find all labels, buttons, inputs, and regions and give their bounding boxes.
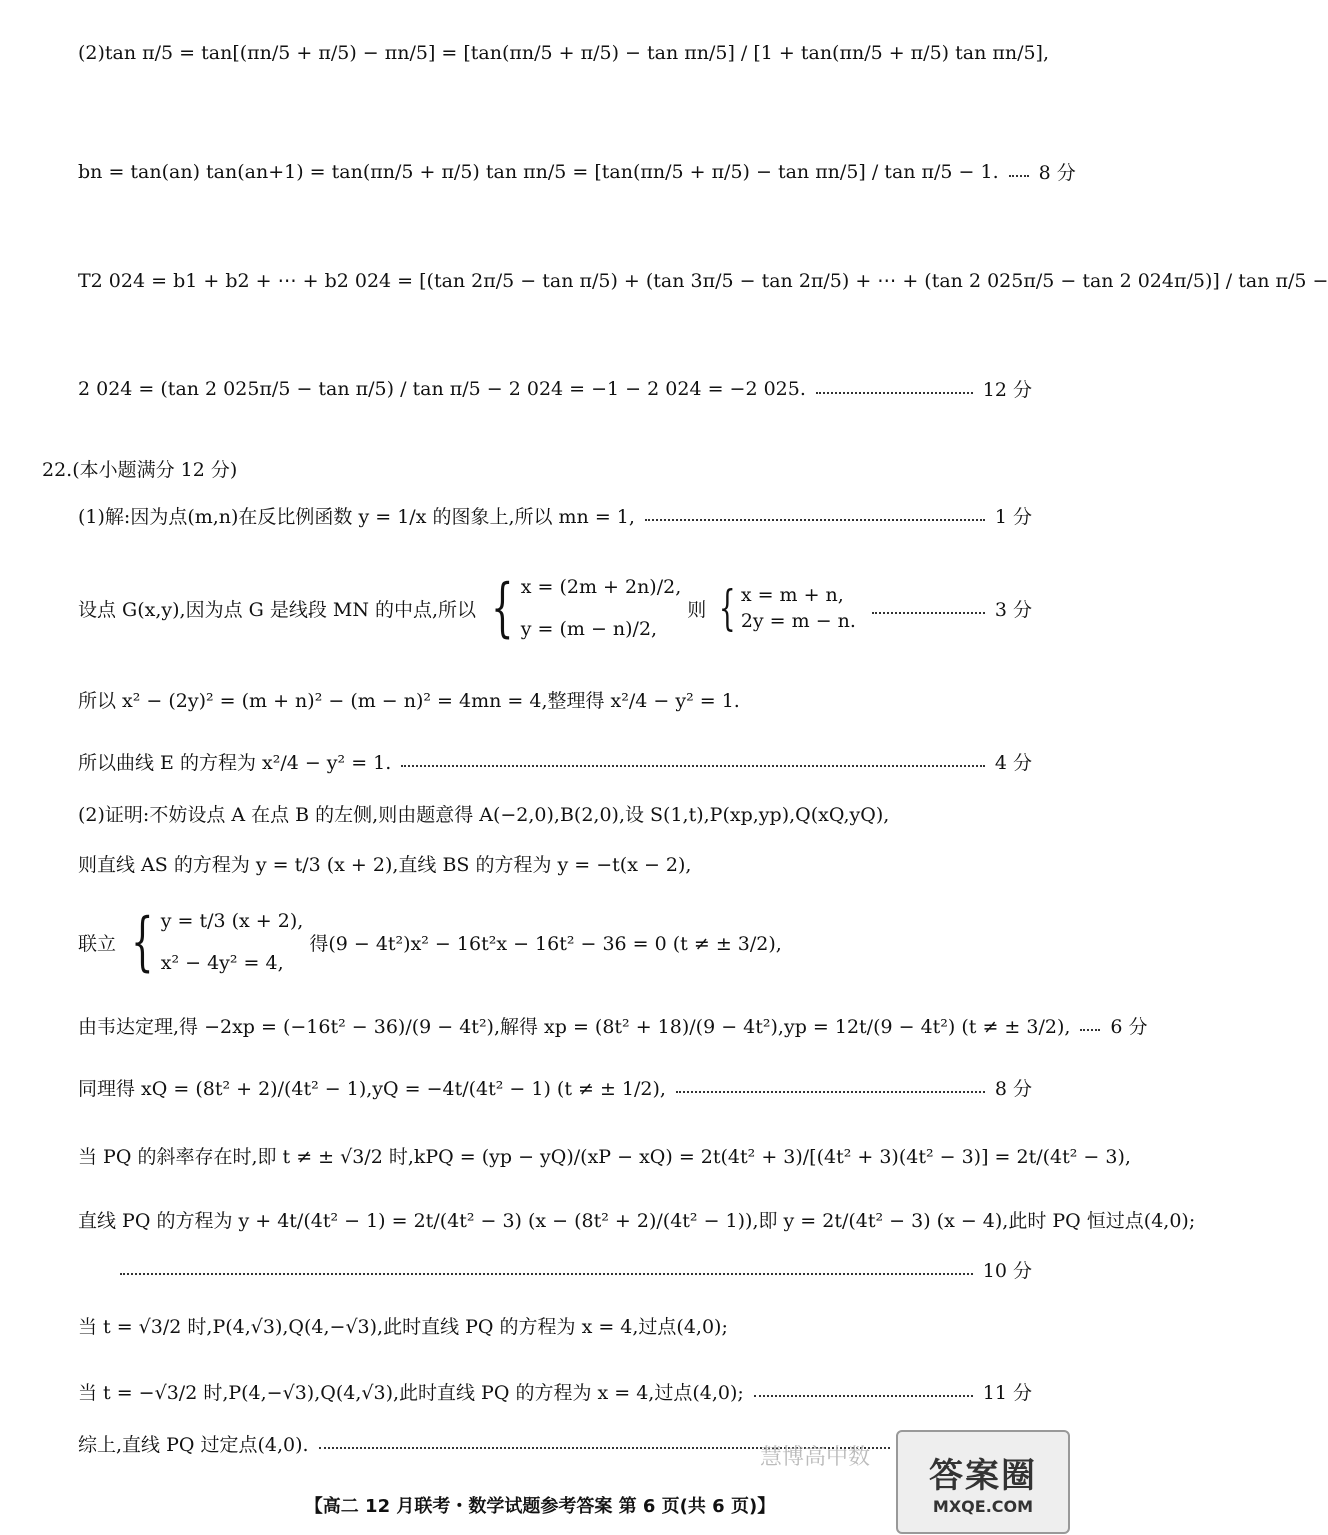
leader-dots [120, 1272, 973, 1275]
leader-dots [754, 1394, 973, 1397]
q22-line-9 [78, 1074, 1032, 1101]
leader-dots [1080, 1028, 1100, 1031]
q21-line-1 [78, 42, 1050, 64]
q22-line-13 [78, 1378, 1032, 1405]
q21-line-1-text: (2)tan π/5 = tan[(πn/5 + π/5) − πn/5] = [tan(πn/5 + π/5) − tan πn/5] / [1 + tan(πn/5 + π/5) tan πn/5], [78, 42, 1050, 64]
q22-line-1 [78, 502, 1032, 529]
left-brace: { [719, 580, 736, 636]
leader-dots [401, 764, 985, 767]
q21-line-2-text: bn = tan(an) tan(an+1) = tan(πn/5 + π/5) tan πn/5 = [tan(πn/5 + π/5) − tan πn/5] / tan π/5 − 1. [78, 160, 999, 183]
q22-line-11-text: 直线 PQ 的方程为 y + 4t/(4t² − 1) = 2t/(4t² − 3) (x − (8t² + 2)/(4t² − 1)),即 y = 2t/(4t² − 3) (x − 4),此时 PQ 恒过点(4,0); [78, 1210, 1196, 1232]
score-label: 3 分 [994, 598, 1032, 621]
q22-line-10-text: 当 PQ 的斜率存在时,即 t ≠ ± √3/2 时,kPQ = (yp − yQ)/(xP − xQ) = 2t(4t² + 3)/[(4t² + 3)(4t² − 3)] = 2t/(4t² − 3), [78, 1146, 1131, 1168]
equation: x² − 4y² = 4, [160, 952, 284, 974]
system-lines [521, 576, 682, 640]
q22-line-7-rest: 得(9 − 4t²)x² − 16t²x − 16t² − 36 = 0 (t ≠ ± 3/2), [309, 932, 782, 955]
logo-title: 答案圈 [929, 1456, 1037, 1496]
q22-line-12 [78, 1312, 1032, 1339]
equation: 2y = m − n. [740, 610, 856, 632]
score-label: 12 分 [982, 379, 1032, 401]
system-of-equations [712, 580, 856, 636]
leader-dots [872, 611, 985, 614]
left-brace: { [131, 905, 154, 979]
q22-line-9-text: 同理得 xQ = (8t² + 2)/(4t² − 1),yQ = −4t/(4t² − 1) (t ≠ ± 1/2), [78, 1078, 666, 1100]
q22-line-13-text: 当 t = −√3/2 时,P(4,−√3),Q(4,√3),此时直线 PQ 的方程为 x = 4,过点(4,0); [78, 1382, 744, 1404]
left-brace: { [491, 571, 514, 645]
equation: x = (2m + 2n)/2, [520, 576, 682, 598]
score-label: 11 分 [982, 1382, 1032, 1404]
score-label: 6 分 [1110, 1016, 1148, 1038]
q22-line-11-cont [120, 1256, 1032, 1283]
q22-line-14-text: 综上,直线 PQ 过定点(4,0). [78, 1434, 309, 1456]
score-label: 1 分 [994, 506, 1032, 528]
q21-line-4 [78, 375, 1032, 402]
q22-line-4 [78, 748, 1032, 775]
q22-line-10 [78, 1142, 1131, 1169]
q22-line-5-text: (2)证明:不妨设点 A 在点 B 的左侧,则由题意得 A(−2,0),B(2,0),设 S(1,t),P(xp,yp),Q(xQ,yQ), [78, 804, 890, 826]
leader-dots [676, 1090, 985, 1093]
q22-line-12-text: 当 t = √3/2 时,P(4,√3),Q(4,−√3),此时直线 PQ 的方程为 x = 4,过点(4,0); [78, 1316, 728, 1338]
score-label: 4 分 [994, 752, 1032, 774]
equation: y = t/3 (x + 2), [160, 910, 304, 932]
equation: y = (m − n)/2, [520, 618, 658, 640]
q22-line-2-mid: 则 [687, 598, 707, 621]
equation: x = m + n, [740, 584, 844, 606]
q21-line-3 [78, 270, 1328, 292]
score-label: 10 分 [982, 1260, 1032, 1282]
q22-line-8-text: 由韦达定理,得 −2xp = (−16t² − 36)/(9 − 4t²),解得 xp = (8t² + 18)/(9 − 4t²),yp = 12t/(9 − 4t²) (t ≠ ± 3/2), [78, 1016, 1071, 1038]
q22-line-2-prefix: 设点 G(x,y),因为点 G 是线段 MN 的中点,所以 [78, 598, 477, 621]
q21-line-2 [78, 158, 1076, 185]
q22-line-6 [78, 850, 1032, 877]
q22-line-3-text: 所以 x² − (2y)² = (m + n)² − (m − n)² = 4mn = 4,整理得 x²/4 − y² = 1. [78, 690, 740, 712]
q22-line-7 [78, 900, 1032, 984]
leader-dots [645, 518, 985, 521]
q21-line-4-text: 2 024 = (tan 2 025π/5 − tan π/5) / tan π/5 − 2 024 = −1 − 2 024 = −2 025. [78, 377, 806, 400]
system-of-equations [122, 905, 304, 979]
q22-line-11 [78, 1206, 1196, 1233]
q21-line-3-text: T2 024 = b1 + b2 + ⋯ + b2 024 = [(tan 2π/5 − tan π/5) + (tan 3π/5 − tan 2π/5) + ⋯ + (tan 2 025π/5 − tan 2 024π/5)] / tan π/5 − [78, 270, 1328, 292]
system-lines [161, 910, 304, 974]
q22-header: 22.(本小题满分 12 分) [42, 459, 238, 481]
score-label: 8 分 [994, 1078, 1032, 1100]
q22-line-2 [78, 560, 1032, 656]
logo-url: MXQE.COM [932, 1497, 1034, 1516]
q22-line-6-text: 则直线 AS 的方程为 y = t/3 (x + 2),直线 BS 的方程为 y = −t(x − 2), [78, 854, 692, 876]
leader-dots [1009, 174, 1029, 177]
q22-line-3 [78, 686, 1032, 713]
q22-line-8 [78, 1012, 1148, 1039]
q22-line-7-prefix: 联立 [78, 932, 117, 955]
site-logo [896, 1430, 1070, 1534]
q22-line-4-text: 所以曲线 E 的方程为 x²/4 − y² = 1. [78, 752, 392, 774]
score-label: 8 分 [1038, 162, 1076, 184]
system-of-equations [482, 571, 682, 645]
leader-dots [816, 391, 973, 394]
watermark-text: 慧博高中数 [760, 1445, 871, 1470]
page-footer: 【高二 12 月联考・数学试题参考答案 第 6 页(共 6 页)】 [304, 1496, 776, 1517]
q22-line-1-text: (1)解:因为点(m,n)在反比例函数 y = 1/x 的图象上,所以 mn = 1, [78, 506, 635, 528]
system-lines [741, 584, 856, 632]
q22-line-5 [78, 800, 1032, 827]
